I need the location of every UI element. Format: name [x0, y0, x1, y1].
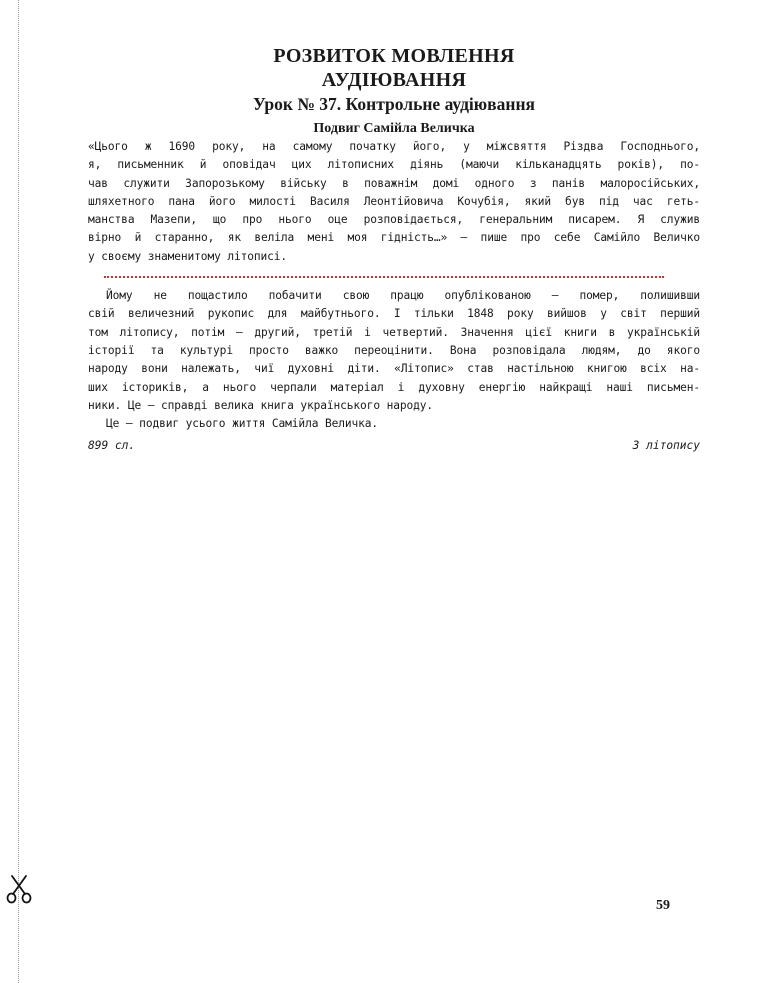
paragraph-1-line: шляхетного пана його милості Василя Леонтійовича Кочубія, який був під час геть-	[88, 194, 700, 208]
paragraph-2-line: Йому не пощастило побачити свою працю опублікованою — помер, полишивши	[106, 289, 700, 303]
paragraph-2-line: свій величезний рукопис для майбутнього. І тільки 1848 року вийшов у світ перший	[88, 307, 700, 321]
paragraph-2-line: історії та культурі просто важко переоцінити. Вона розповідала людям, до якого	[88, 343, 700, 357]
paragraph-1-line: «Цього ж 1690 року, на самому початку його, у міжсвяття Різдва Господнього,	[88, 140, 700, 153]
page-content	[88, 44, 700, 455]
section-divider	[104, 276, 664, 278]
paragraph-2-line: ники. Це — справді велика книга українського народу.	[88, 398, 434, 412]
text-title: Подвиг Самійла Величка	[313, 121, 475, 136]
paragraph-1-line: манства Мазепи, що про нього оце розповідається, генеральним писарем. Я служив	[88, 213, 700, 227]
paragraph-2-line: народу вони належать, чиї духовні діти. «Літопис» став настільною книгою всіх на-	[88, 362, 700, 376]
paragraph-2	[88, 287, 700, 415]
paragraph-2-line: том літопису, потім — другий, третій і четвертий. Значення цієї книги в українській	[88, 325, 700, 339]
lesson-title: Урок № 37. Контрольне аудіювання	[253, 94, 535, 114]
paragraph-2-line: ших істориків, а нього черпали матеріал і духовну енергію найкращі наші письмен-	[88, 380, 700, 394]
text-source: З літопису	[632, 439, 700, 453]
paragraph-1-line: чав служити Запорозькому війську в поважнім домі одного з панів малоросійських,	[88, 176, 700, 190]
paragraph-3	[88, 415, 700, 433]
paragraph-1-line: вірно й старанно, як веліла мені моя гідність…» — пише про себе Самійло Величко	[88, 231, 700, 245]
paragraph-1	[88, 138, 700, 266]
section-title-line2: АУДІЮВАННЯ	[321, 69, 467, 91]
paragraph-3-line: Це — подвиг усього життя Самійла Величка.	[106, 417, 379, 431]
word-count: 899 сл.	[88, 439, 136, 453]
text-footer	[88, 437, 700, 455]
section-title-line1: РОЗВИТОК МОВЛЕННЯ	[273, 45, 515, 67]
page-number: 59	[656, 898, 670, 913]
scissors-icon	[6, 874, 32, 904]
paragraph-1-line: у своєму знаменитому літописі.	[88, 249, 288, 263]
paragraph-1-line: я, письменник й оповідач цих літописних діянь (маючи кільканадцять років), по-	[88, 158, 700, 172]
cut-line	[18, 0, 19, 983]
